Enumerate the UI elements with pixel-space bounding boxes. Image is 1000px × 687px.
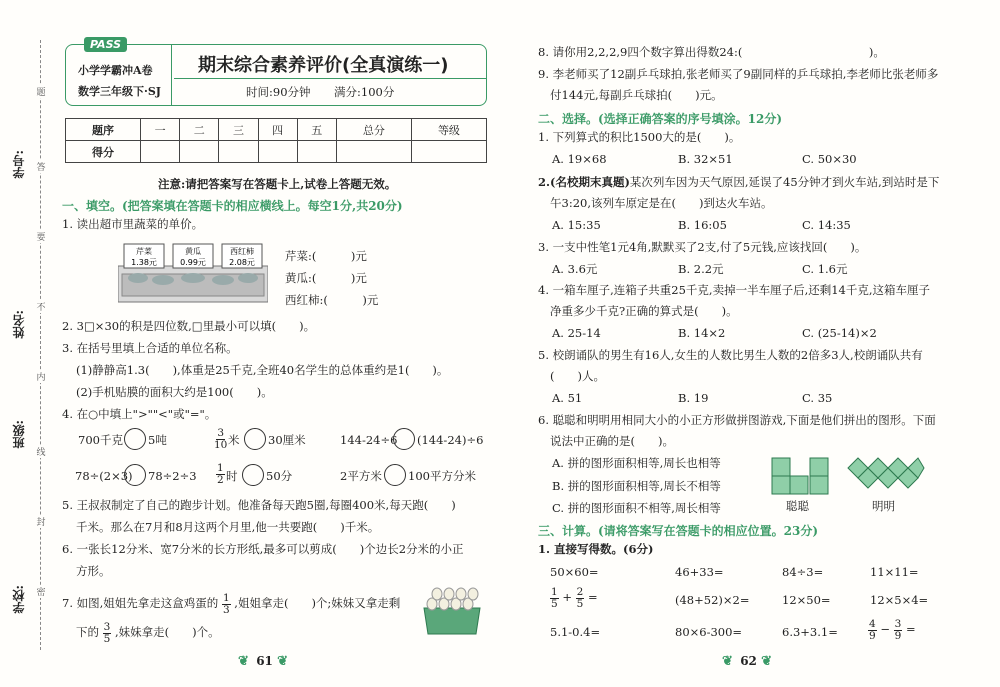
page-number: ❦ 61 ❦ (238, 654, 291, 669)
choice-4a: 4. 一箱车厘子,连箱子共重25千克,卖掉一半车厘子后,还剩14千克,这箱车厘子 (538, 283, 931, 297)
side-label-name: 姓名: (12, 310, 26, 339)
option[interactable]: B. 2.2元 (678, 262, 724, 276)
egg-carton-image (420, 586, 484, 638)
shape-label: 聪聪 (786, 499, 809, 513)
choice-1: 1. 下列算式的积比1500大的是( )。 (538, 130, 741, 144)
question-7a: 7. 如图,姐姐先拿走这盒鸡蛋的 $\frac{1}{3}$ ,姐姐拿走( )个;妹妹又拿走剩 (62, 592, 401, 616)
side-label-school: 学校: (12, 585, 26, 614)
compare-right: 30厘米 (268, 433, 306, 447)
notice: 注意:请把答案写在答题卡上,试卷上答题无效。 (158, 177, 397, 191)
option[interactable]: B. 16:05 (678, 218, 727, 232)
section-calc: 三、计算。(请将答案写在答题卡的相应位置。23分) (538, 524, 819, 538)
veg-tag-name: 黄瓜 (185, 247, 201, 256)
veg-tag-price: 0.99元 (180, 258, 206, 267)
calc-item: 50×60= (550, 565, 599, 579)
vegetable-stall-image (118, 238, 268, 306)
option[interactable]: A. 3.6元 (552, 262, 598, 276)
fraction: $\frac{3}{10}$ (214, 427, 228, 451)
option[interactable]: B. 拼的图形面积相等,周长不相等 (552, 479, 721, 493)
question-3: 3. 在括号里填上合适的单位名称。 (62, 341, 238, 355)
table-header-cell: 三 (219, 119, 258, 141)
calc-item: $\frac{4}{9}$ − $\frac{3}{9}$ = (869, 618, 916, 642)
grade-label: 数学三年级下·SJ (78, 85, 161, 98)
table-header-cell: 二 (180, 119, 219, 141)
compare-circle[interactable] (242, 464, 264, 486)
compare-right: 78÷2÷3 (148, 469, 197, 483)
question-6a: 6. 一张长12分米、宽7分米的长方形纸,最多可以剪成( )个边长2分米的小正 (62, 542, 464, 556)
question-2: 2. 3□×30的积是四位数,□里最小可以填( )。 (62, 319, 316, 333)
choice-3: 3. 一支中性笔1元4角,默默买了2支,付了5元钱,应该找回( )。 (538, 240, 867, 254)
seal-line (40, 40, 41, 650)
brand-name: 小学学霸冲A卷 (78, 64, 153, 77)
table-header-cell: 四 (258, 119, 297, 141)
option[interactable]: C. 35 (802, 391, 833, 405)
side-word: 要 (36, 230, 46, 243)
option[interactable]: A. 51 (552, 391, 583, 405)
exam-header (65, 38, 487, 106)
table-header-cell: 五 (297, 119, 336, 141)
q1-line-tomato: 西红柿:( )元 (285, 293, 379, 307)
calc-item: $\frac{1}{5}$ + $\frac{2}{5}$ = (551, 586, 598, 610)
leaf-icon: ❦ (277, 654, 288, 669)
veg-tag-price: 2.08元 (229, 258, 255, 267)
compare-left: 2平方米 (340, 469, 382, 483)
calc-item: 11×11= (870, 565, 919, 579)
score-cell[interactable] (180, 141, 219, 163)
section-choice: 二、选择。(选择正确答案的序号填涂。12分) (538, 112, 783, 126)
compare-unit: 米 (228, 433, 240, 447)
score-cell[interactable] (411, 141, 486, 163)
choice-5b: ( )人。 (550, 369, 605, 383)
compare-right: 50分 (266, 469, 293, 483)
table-header-cell: 等级 (411, 119, 486, 141)
score-cell[interactable] (258, 141, 297, 163)
side-word: 线 (36, 445, 46, 458)
option[interactable]: A. 25-14 (552, 326, 601, 340)
mingming-shape (846, 456, 926, 496)
table-header-cell: 一 (141, 119, 180, 141)
option[interactable]: A. 19×68 (552, 152, 607, 166)
page-title: 期末综合素养评价(全真演练一) (198, 55, 449, 76)
choice-6b: 说法中正确的是( )。 (550, 434, 674, 448)
option[interactable]: C. 14:35 (802, 218, 851, 232)
shape-label: 明明 (872, 499, 895, 513)
fraction: $\frac{3}{5}$ (103, 621, 111, 645)
compare-left: 144-24÷6 (340, 433, 398, 447)
compare-circle[interactable] (393, 428, 415, 450)
table-header-cell: 总分 (336, 119, 411, 141)
score-cell[interactable] (219, 141, 258, 163)
brand-block (66, 38, 172, 105)
option[interactable]: B. 14×2 (678, 326, 726, 340)
table-row (66, 119, 487, 141)
compare-left: 700千克 (78, 433, 123, 447)
table-row (66, 141, 487, 163)
side-word: 密 (36, 585, 46, 598)
veg-tag-name: 西红柿 (230, 247, 254, 256)
fraction: $\frac{1}{2}$ (217, 462, 224, 486)
congcong-shape (770, 456, 830, 496)
side-word: 不 (36, 300, 46, 313)
calc-item: 6.3+3.1= (782, 625, 838, 639)
side-word: 内 (36, 370, 46, 383)
calc-title: 1. 直接写得数。(6分) (538, 542, 654, 556)
choice-2a: 2.(名校期末真题)某次列车因为天气原因,延误了45分钟才到火车站,到站时是下 (538, 175, 940, 189)
compare-right: 100平方分米 (408, 469, 476, 483)
compare-right: (144-24)÷6 (417, 433, 484, 447)
question-9b: 付144元,每副乒乓球拍( )元。 (550, 88, 723, 102)
page-number: ❦ 62 ❦ (722, 654, 775, 669)
choice-6a: 6. 聪聪和明明用相同大小的小正方形做拼图游戏,下面是他们拼出的图形。下面 (538, 413, 936, 427)
score-table (65, 118, 487, 163)
compare-circle[interactable] (124, 428, 146, 450)
calc-item: 5.1-0.4= (550, 625, 601, 639)
pass-logo: PASS (84, 37, 127, 52)
compare-circle[interactable] (244, 428, 266, 450)
side-label-class: 班级: (12, 420, 26, 449)
section-fill-blank: 一、填空。(把答案填在答题卡的相应横线上。每空1分,共20分) (62, 199, 403, 213)
choice-4b: 净重多少千克?正确的算式是( )。 (550, 304, 738, 318)
side-label-id: 学号: (12, 150, 26, 179)
veg-tag-price: 1.38元 (131, 258, 157, 267)
option[interactable]: C. 50×30 (802, 152, 857, 166)
veg-tag-name: 芹菜 (136, 247, 152, 256)
score-cell[interactable] (297, 141, 336, 163)
calc-item: 12×5×4= (870, 593, 929, 607)
calc-item: 46+33= (675, 565, 724, 579)
compare-right: 5吨 (148, 433, 167, 447)
compare-left: 78÷(2×3) (75, 469, 133, 483)
option[interactable]: C. 1.6元 (802, 262, 848, 276)
option[interactable]: B. 19 (678, 391, 709, 405)
compare-circle[interactable] (124, 464, 146, 486)
question-7b: 下的 $\frac{3}{5}$ ,妹妹拿走( )个。 (76, 621, 220, 645)
option[interactable]: A. 15:35 (552, 218, 601, 232)
leaf-icon: ❦ (238, 654, 249, 669)
option[interactable]: C. (25-14)×2 (802, 326, 877, 340)
question-3a: (1)静静高1.3( ),体重是25千克,全班40名学生的总体重约是1( )。 (76, 363, 449, 377)
right-page (500, 0, 1000, 687)
leaf-icon: ❦ (761, 654, 772, 669)
exam-full-score: 满分:100分 (334, 85, 395, 99)
q1-line-cucumber: 黄瓜:( )元 (285, 271, 367, 285)
choice-5a: 5. 校朗诵队的男生有16人,女生的人数比男生人数的2倍多3人,校朗诵队共有 (538, 348, 923, 362)
question-9a: 9. 李老师买了12副乒乓球拍,张老师买了9副同样的乒乓球拍,李老师比张老师多 (538, 67, 939, 81)
header-divider (174, 78, 486, 79)
question-5a: 5. 王叔叔制定了自己的跑步计划。他准备每天跑5圈,每圈400米,每天跑( ) (62, 498, 456, 512)
option[interactable]: A. 拼的图形面积相等,周长也相等 (552, 456, 721, 470)
fraction: $\frac{1}{3}$ (222, 592, 230, 616)
choice-2b: 午3:20,该列车原定是在( )到达火车站。 (550, 196, 773, 210)
question-6b: 方形。 (76, 564, 111, 578)
calc-item: 80×6-300= (675, 625, 743, 639)
option[interactable]: C. 拼的图形面积不相等,周长相等 (552, 501, 721, 515)
question-8: 8. 请你用2,2,2,9四个数字算出得数24:( )。 (538, 45, 885, 59)
side-word: 题 (36, 85, 46, 98)
question-1: 1. 读出超市里蔬菜的单价。 (62, 217, 204, 231)
leaf-icon: ❦ (722, 654, 733, 669)
score-cell[interactable] (141, 141, 180, 163)
q1-line-celery: 芹菜:( )元 (285, 249, 367, 263)
table-header-cell: 题序 (66, 119, 141, 141)
calc-item: 84÷3= (782, 565, 824, 579)
compare-unit: 时 (226, 469, 238, 483)
question-5b: 千米。那么在7月和8月这两个月里,他一共要跑( )千米。 (76, 520, 380, 534)
side-word: 封 (36, 515, 46, 528)
compare-circle[interactable] (384, 464, 406, 486)
option[interactable]: B. 32×51 (678, 152, 733, 166)
question-3b: (2)手机贴膜的面积大约是100( )。 (76, 385, 273, 399)
question-4: 4. 在○中填上">""<"或"="。 (62, 407, 217, 421)
calc-item: 12×50= (782, 593, 831, 607)
exam-time: 时间:90分钟 (246, 85, 311, 99)
side-word: 答 (36, 160, 46, 173)
table-row-label: 得分 (66, 141, 141, 163)
score-cell[interactable] (336, 141, 411, 163)
calc-item: (48+52)×2= (675, 593, 750, 607)
